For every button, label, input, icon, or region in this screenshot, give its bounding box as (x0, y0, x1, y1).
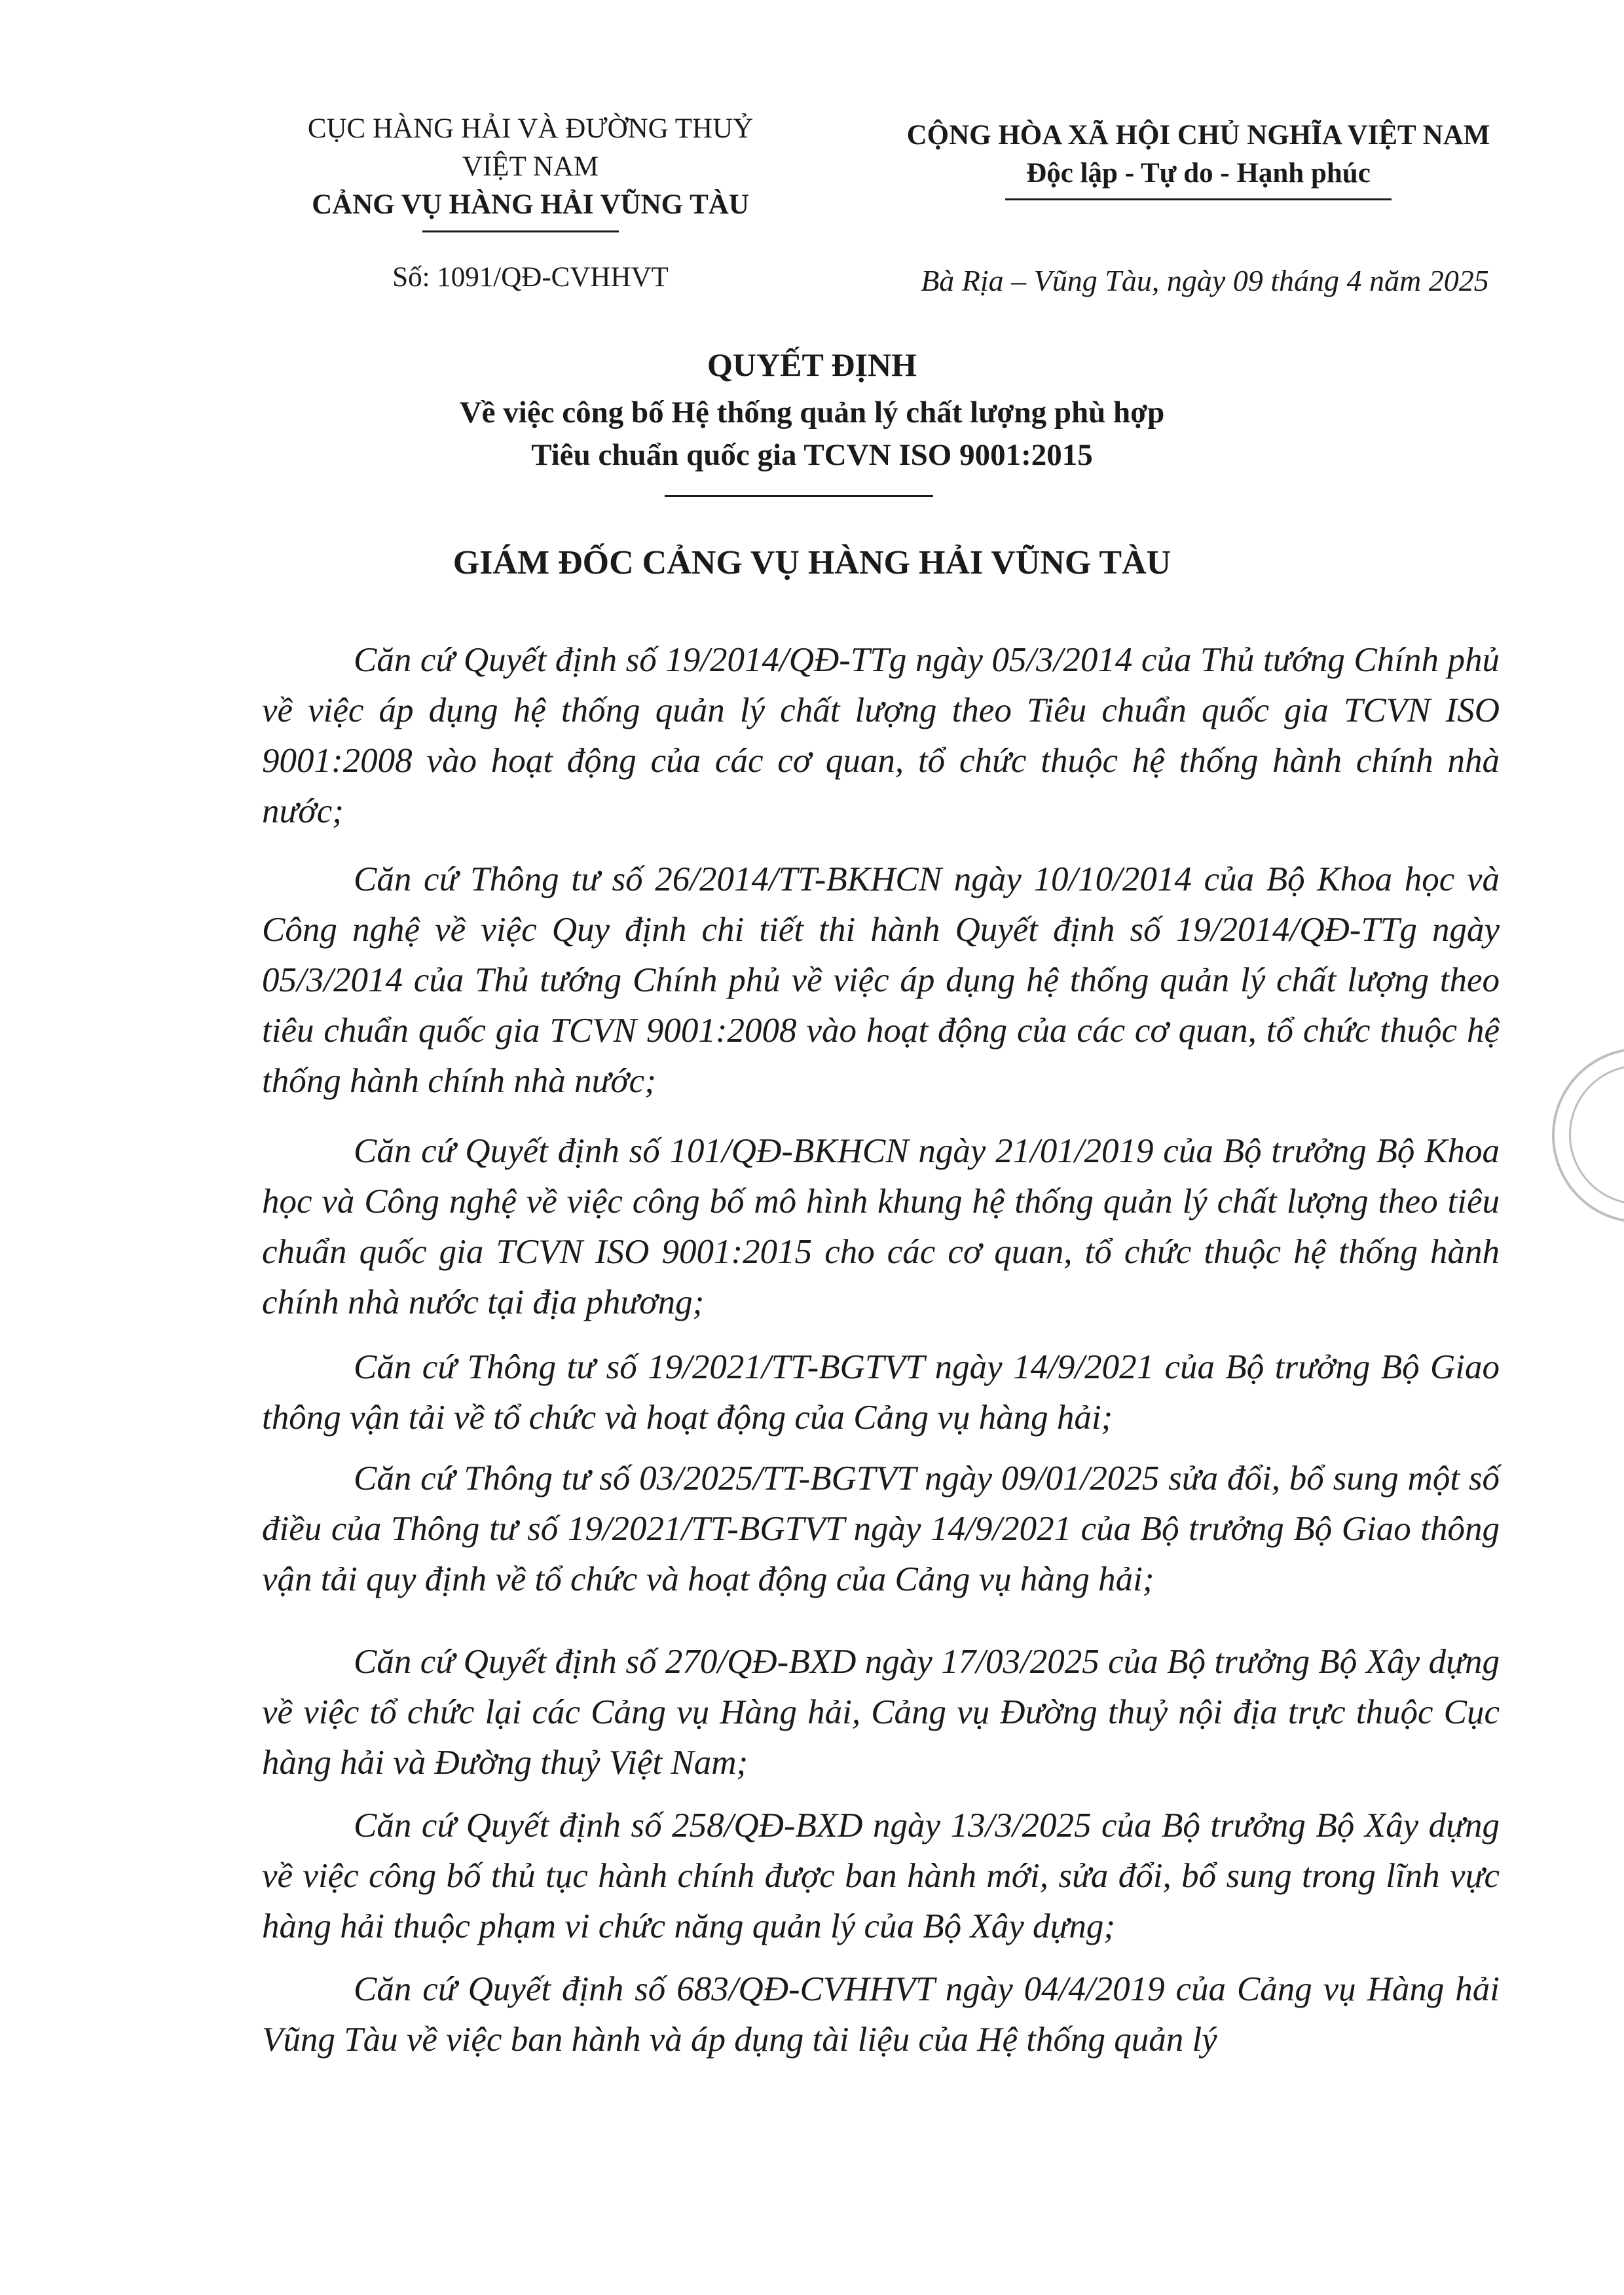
title-underline (665, 495, 933, 497)
legal-basis-paragraph: Căn cứ Thông tư số 03/2025/TT-BGTVT ngày 09/01/2025 sửa đổi, bổ sung một số điều của Thông tư số 19/2021/TT-BGTVT ngày 14/9/2021 của Bộ trưởng Bộ Giao thông vận tải quy định về tổ chức và hoạt động của Cảng vụ hàng hải; (262, 1460, 1500, 1598)
legal-basis-paragraph: Căn cứ Quyết định số 270/QĐ-BXD ngày 17/03/2025 của Bộ trưởng Bộ Xây dựng về việc tổ chức lại các Cảng vụ Hàng hải, Cảng vụ Đường thuỷ nội địa trực thuộc Cục hàng hải và Đường thuỷ Việt Nam; (262, 1643, 1500, 1782)
national-title: CỘNG HÒA XÃ HỘI CHỦ NGHĨA VIỆT NAM (906, 120, 1490, 151)
national-motto: Độc lập - Tự do - Hạnh phúc (1026, 158, 1371, 189)
document-number: Số: 1091/QĐ-CVHHVT (392, 262, 669, 293)
agency-parent-name-cont: VIỆT NAM (462, 151, 599, 182)
legal-basis-paragraph: Căn cứ Thông tư số 26/2014/TT-BKHCN ngày 10/10/2014 của Bộ Khoa học và Công nghệ về việc Quy định chi tiết thi hành Quyết định số 19/2014/QĐ-TTg ngày 05/3/2014 của Thủ tướng Chính phủ về việc áp dụng hệ thống quản lý chất lượng theo tiêu chuẩn quốc gia TCVN 9001:2008 vào hoạt động của các cơ quan, tổ chức thuộc hệ thống hành chính nhà nước; (262, 860, 1500, 1100)
motto-underline (1005, 198, 1392, 200)
legal-basis-paragraph: Căn cứ Quyết định số 258/QĐ-BXD ngày 13/3/2025 của Bộ trưởng Bộ Xây dựng về việc công bố thủ tục hành chính được ban hành mới, sửa đổi, bổ sung trong lĩnh vực hàng hải thuộc phạm vi chức năng quản lý của Bộ Xây dựng; (262, 1807, 1500, 1945)
decision-subject-line1: Về việc công bố Hệ thống quản lý chất lượng phù hợp (459, 395, 1165, 430)
place-and-date: Bà Rịa – Vũng Tàu, ngày 09 tháng 4 năm 2025 (921, 264, 1489, 297)
legal-basis-paragraph: Căn cứ Quyết định số 19/2014/QĐ-TTg ngày 05/3/2014 của Thủ tướng Chính phủ về việc áp dụng hệ thống quản lý chất lượng theo Tiêu chuẩn quốc gia TCVN ISO 9001:2008 vào hoạt động của các cơ quan, tổ chức thuộc hệ thống hành chính nhà nước; (262, 641, 1500, 830)
legal-basis-paragraph: Căn cứ Quyết định số 101/QĐ-BKHCN ngày 21/01/2019 của Bộ trưởng Bộ Khoa học và Công nghệ về việc công bố mô hình khung hệ thống quản lý chất lượng theo tiêu chuẩn quốc gia TCVN ISO 9001:2015 cho các cơ quan, tổ chức thuộc hệ thống hành chính nhà nước tại địa phương; (262, 1132, 1500, 1321)
decision-subject-line2: Tiêu chuẩn quốc gia TCVN ISO 9001:2015 (531, 438, 1093, 472)
decision-title: QUYẾT ĐỊNH (707, 346, 917, 383)
seal-inner-ring (1569, 1065, 1624, 1205)
agency-underline (422, 230, 619, 232)
seal-stamp-fragment (1552, 1048, 1624, 1223)
legal-basis-paragraph: Căn cứ Quyết định số 683/QĐ-CVHHVT ngày 04/4/2019 của Cảng vụ Hàng hải Vũng Tàu về việc ban hành và áp dụng tài liệu của Hệ thống quản lý (262, 1970, 1500, 2059)
issuing-agency-name: CẢNG VỤ HÀNG HẢI VŨNG TÀU (312, 189, 749, 220)
legal-basis-paragraph: Căn cứ Thông tư số 19/2021/TT-BGTVT ngày 14/9/2021 của Bộ trưởng Bộ Giao thông vận tải về tổ chức và hoạt động của Cảng vụ hàng hải; (262, 1348, 1500, 1437)
agency-parent-name: CỤC HÀNG HẢI VÀ ĐƯỜNG THUỶ (307, 113, 754, 144)
issuing-authority: GIÁM ĐỐC CẢNG VỤ HÀNG HẢI VŨNG TÀU (452, 544, 1172, 581)
